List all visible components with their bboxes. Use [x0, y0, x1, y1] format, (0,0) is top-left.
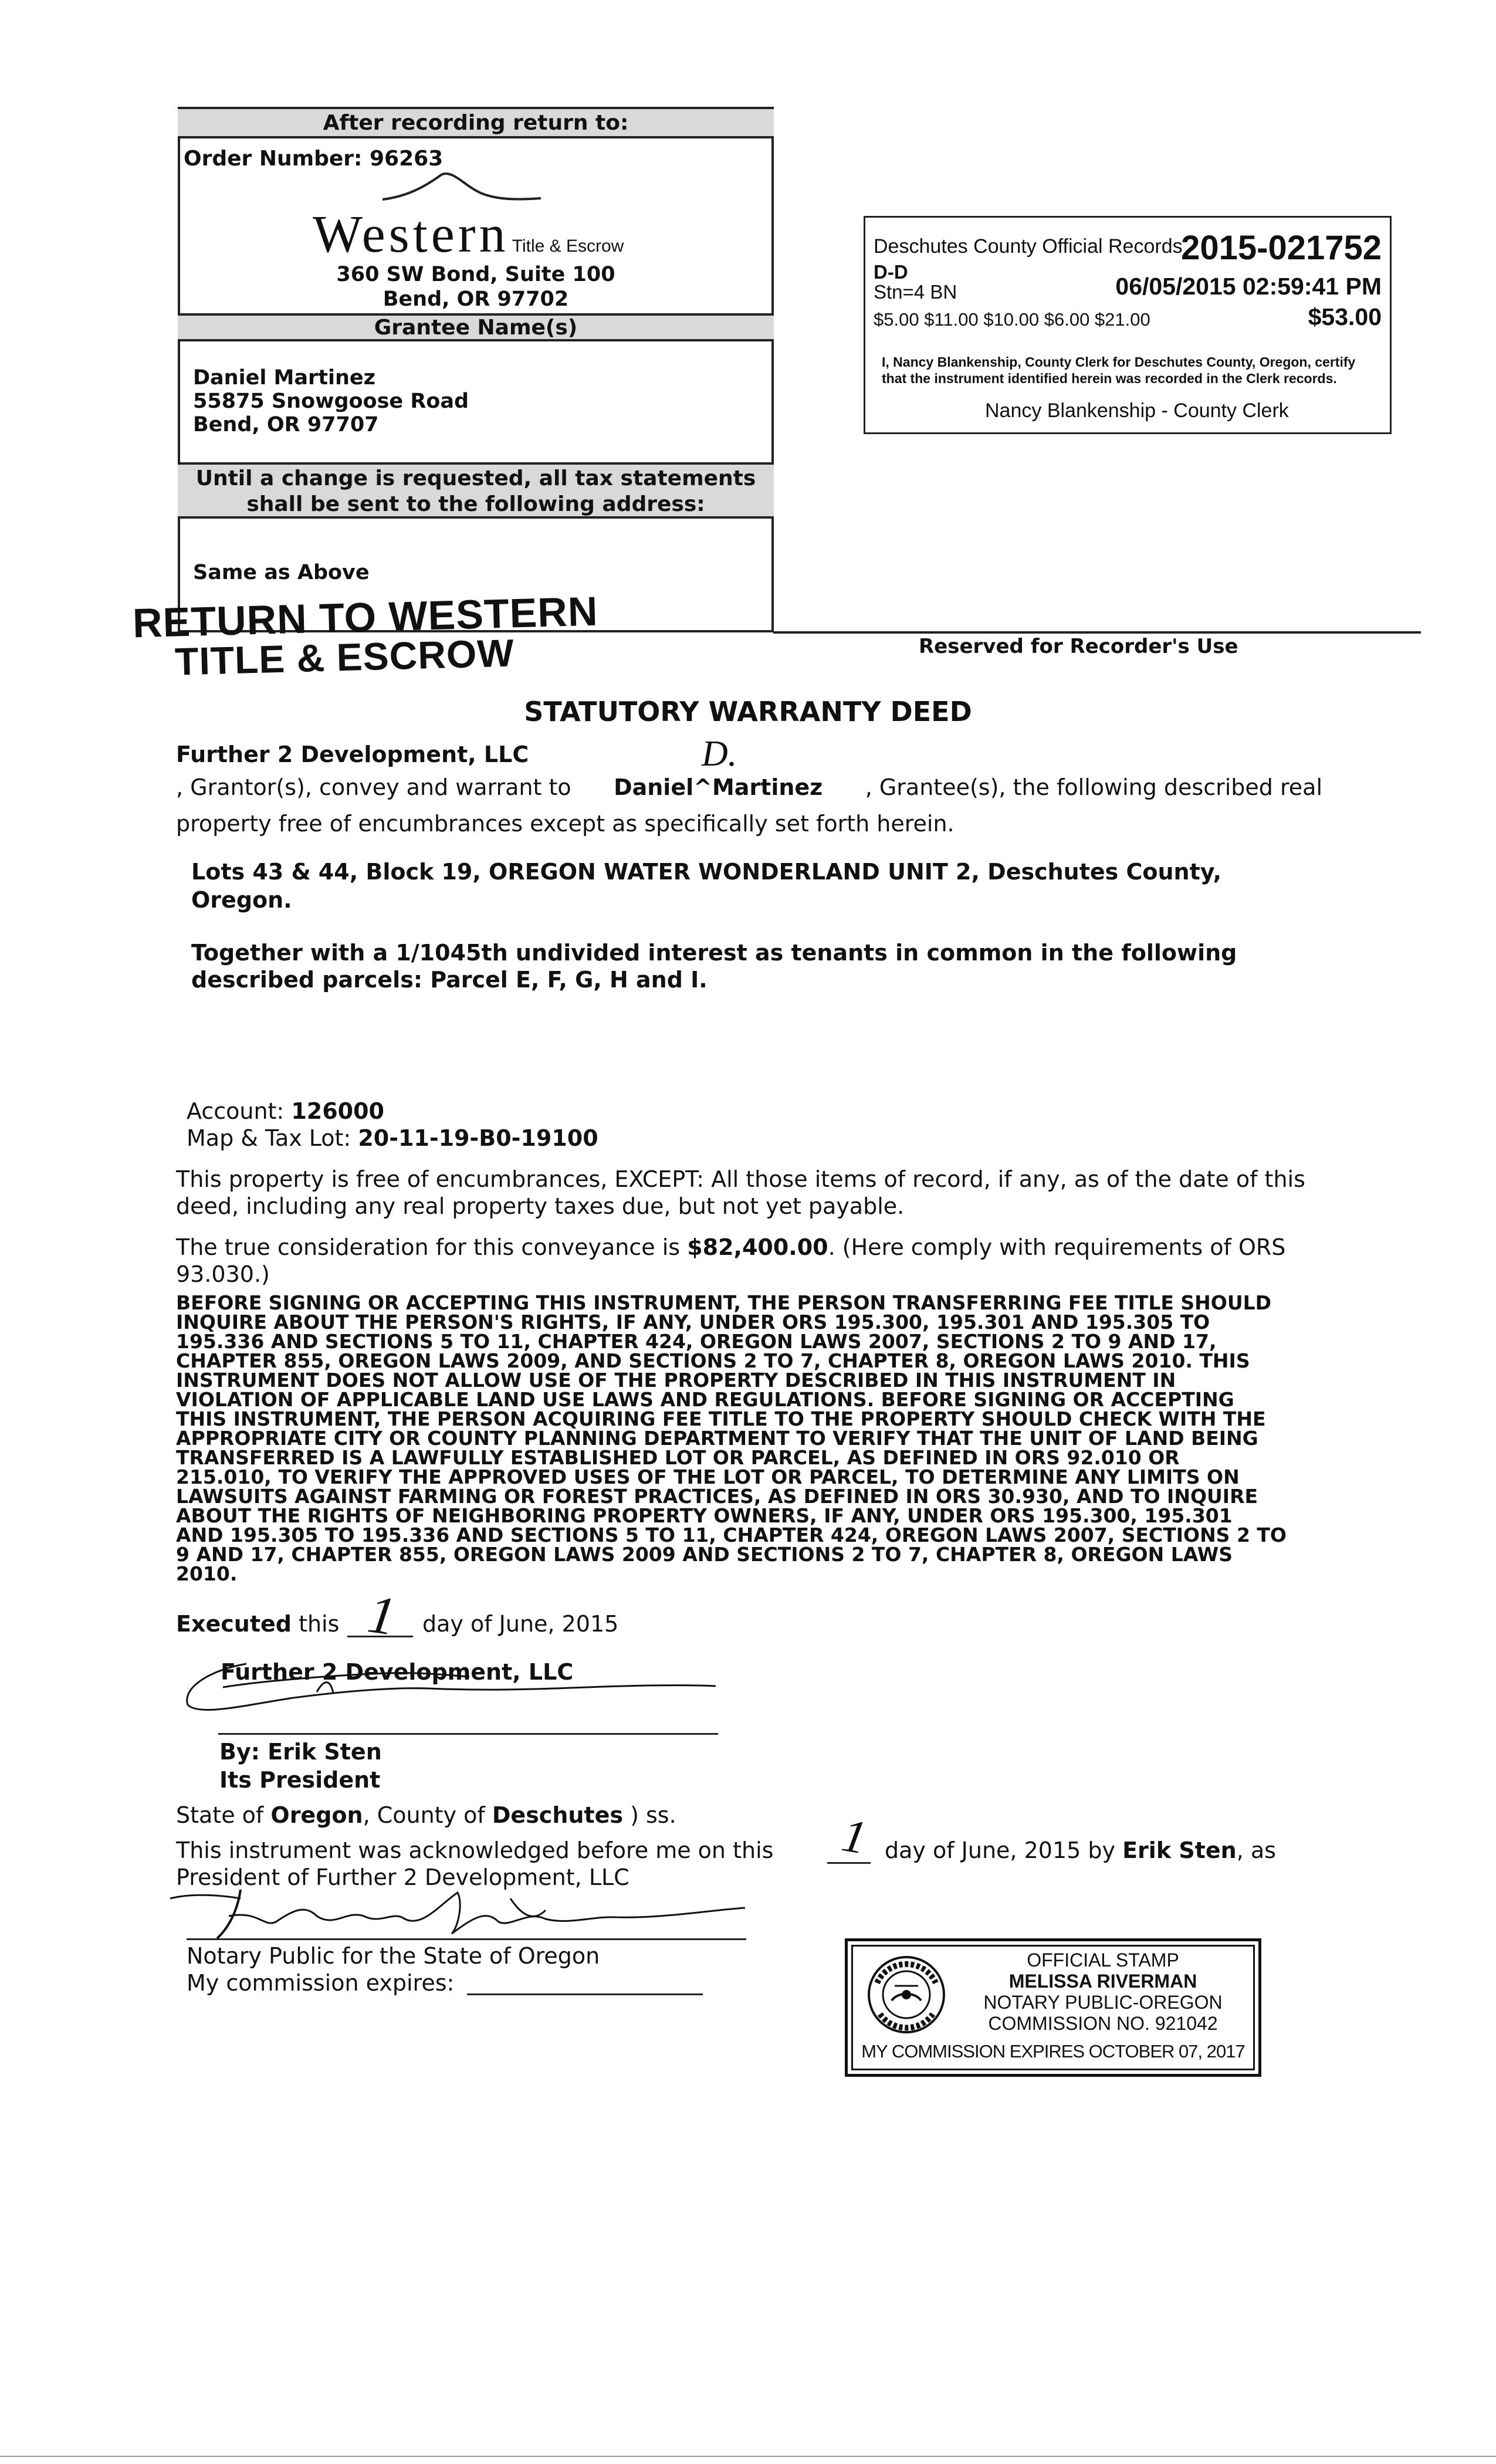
legal-line: 195.336 AND SECTIONS 5 TO 11, CHAPTER 424, OREGON LAWS 2007, SECTIONS 2 TO 9 AND 17, [176, 1330, 1217, 1353]
legal-lots-1: Lots 43 & 44, Block 19, OREGON WATER WONDERLAND UNIT 2, Deschutes County, [191, 859, 1222, 885]
stamp-expires: MY COMMISSION EXPIRES OCTOBER 07, 2017 [861, 2041, 1245, 2062]
consideration-prefix: The true consideration for this conveyance is [176, 1234, 681, 1260]
deed-title: STATUTORY WARRANTY DEED [524, 696, 972, 727]
maplot-label: Map & Tax Lot: [187, 1125, 351, 1151]
recorder-datetime: 06/05/2015 02:59:41 PM [1115, 273, 1382, 300]
legal-line: ABOUT THE RIGHTS OF NEIGHBORING PROPERTY OWNERS, IF ANY, UNDER ORS 195.300, 195.301 [176, 1504, 1233, 1527]
ack-day: 1 [838, 1809, 871, 1864]
consideration-line-2: 93.030.) [176, 1261, 270, 1287]
legal-warning-block [176, 1293, 1322, 1583]
state-prefix: State of [176, 1802, 264, 1828]
ack-rest [885, 1836, 1276, 1864]
ss-label: ) ss. [630, 1802, 676, 1828]
company-address-1: 360 SW Bond, Suite 100 [336, 263, 615, 286]
company-name: Western [313, 205, 509, 263]
legal-line: VIOLATION OF APPLICABLE LAND USE LAWS AND REGULATIONS. BEFORE SIGNING OR ACCEPTING [176, 1388, 1234, 1411]
executed-line [176, 1610, 339, 1638]
legal-lots-2: Oregon. [191, 887, 292, 913]
oregon-seal-icon [865, 1951, 947, 2039]
tax-address: Same as Above [193, 561, 370, 584]
ack-prefix: This instrument was acknowledged before me on this [176, 1837, 774, 1863]
stamp-commission: COMMISSION NO. 921042 [988, 2013, 1218, 2034]
together-line-1: Together with a 1/1045th undivided interest as tenants in common in the following [191, 940, 1237, 966]
legal-line: BEFORE SIGNING OR ACCEPTING THIS INSTRUMENT, THE PERSON TRANSFERRING FEE TITLE SHOULD [176, 1291, 1272, 1314]
grantee-name: Daniel Martinez [193, 366, 375, 390]
legal-line: AND 195.305 TO 195.336 AND SECTIONS 5 TO 11, CHAPTER 424, OREGON LAWS 2007, SECTIONS 2 TO [176, 1524, 1287, 1546]
recorder-divider [773, 631, 1421, 634]
legal-line: 2010. [176, 1562, 238, 1585]
legal-line: THIS INSTRUMENT, THE PERSON ACQUIRING FEE TITLE TO THE PROPERTY SHOULD CHECK WITH THE [176, 1407, 1266, 1430]
commission-label: My commission expires: [187, 1970, 455, 1996]
notary-signature-line [187, 1938, 746, 1940]
signer-company: Further 2 Development, LLC [221, 1659, 574, 1685]
notary-signature [158, 1869, 757, 1945]
tax-header-line-2: shall be sent to the following address: [246, 492, 705, 516]
account-label: Account: [187, 1098, 285, 1124]
county-prefix: , County of [363, 1802, 485, 1828]
legal-line: CHAPTER 855, OREGON LAWS 2009, AND SECTIONS 2 TO 7, CHAPTER 8, OREGON LAWS 2010. THIS [176, 1349, 1250, 1372]
recorder-type: D-D [874, 261, 908, 283]
grantee-address-1: 55875 Snowgoose Road [193, 390, 469, 413]
commission-expires-line [187, 1969, 454, 1997]
legal-line: INQUIRE ABOUT THE PERSON'S RIGHTS, IF ANY, UNDER ORS 195.300, 195.301 AND 195.305 TO [176, 1311, 1210, 1333]
encumbrance-line-2: deed, including any real property taxes due, but not yet payable. [176, 1193, 905, 1219]
executed-label: Executed [176, 1611, 292, 1637]
state-name: Oregon [270, 1802, 363, 1828]
tax-header-line-1: Until a change is requested, all tax statements [195, 466, 756, 490]
signature-line [218, 1733, 718, 1735]
legal-line: INSTRUMENT DOES NOT ALLOW USE OF THE PROPERTY DESCRIBED IN THIS INSTRUMENT IN [176, 1369, 1176, 1392]
legal-line: 9 AND 17, CHAPTER 855, OREGON LAWS 2009 AND SECTIONS 2 TO 7, CHAPTER 8, OREGON LAWS [176, 1543, 1233, 1566]
return-stamp-line-2: TITLE & ESCROW [174, 631, 515, 683]
consideration-line-1 [176, 1233, 1285, 1261]
county-name: Deschutes [492, 1802, 623, 1828]
signer-by: By: Erik Sten [219, 1739, 382, 1765]
maplot-line [187, 1124, 598, 1152]
commission-blank [467, 1993, 703, 1995]
state-county-line [176, 1801, 676, 1829]
recorder-doc-number: 2015-021752 [1181, 229, 1382, 267]
company-suffix: Title & Escrow [512, 236, 624, 256]
order-number: 96263 [369, 147, 444, 171]
signer-title: Its President [219, 1767, 381, 1793]
stamp-role: NOTARY PUBLIC-OREGON [983, 1992, 1223, 2013]
ack-name: Erik Sten [1122, 1837, 1237, 1863]
grantee-address-2: Bend, OR 97707 [193, 413, 379, 436]
return-stamp-line-1: RETURN TO WESTERN [132, 588, 599, 647]
handwritten-initial: D. [702, 734, 737, 774]
executed-day: 1 [364, 1583, 400, 1647]
recorder-certification: I, Nancy Blankenship, County Clerk for Deschutes County, Oregon, certify that the instrument identified herein was recorded in the Clerk records. [882, 354, 1356, 386]
encumbrance-line-1: This property is free of encumbrances, EXCEPT: All those items of record, if any, as of the date of this [176, 1166, 1305, 1192]
order-number-line [184, 147, 443, 171]
grantor-name: Further 2 Development, LLC [176, 742, 529, 767]
grantee-header: Grantee Name(s) [178, 313, 774, 341]
convey-prefix: , Grantor(s), convey and warrant to [176, 774, 571, 800]
notary-public-line: Notary Public for the State of Oregon [187, 1943, 600, 1969]
convey-line-2: property free of encumbrances except as specifically set forth herein. [176, 811, 955, 837]
scan-edge-line [0, 2456, 1496, 2457]
return-address-box [178, 107, 774, 632]
recorder-office: Deschutes County Official Records [874, 235, 1183, 258]
recorder-box [864, 216, 1392, 434]
legal-line: 215.010, TO VERIFY THE APPROVED USES OF THE LOT OR PARCEL, TO DETERMINE ANY LIMITS ON [176, 1465, 1240, 1488]
grantee-inline: Daniel^Martinez [614, 774, 823, 800]
company-address-2: Bend, OR 97702 [383, 287, 569, 311]
acknowledgment-line-2: President of Further 2 Development, LLC [176, 1864, 629, 1890]
recorder-total: $53.00 [1308, 303, 1382, 330]
maplot-value: 20-11-19-B0-19100 [358, 1125, 598, 1151]
recorder-clerk: Nancy Blankenship - County Clerk [985, 400, 1289, 422]
western-mountain-logo [383, 170, 541, 205]
consideration-suffix: . (Here comply with requirements of ORS [828, 1234, 1286, 1260]
legal-line: APPROPRIATE CITY OR COUNTY PLANNING DEPARTMENT TO VERIFY THAT THE UNIT OF LAND BEING [176, 1427, 1258, 1450]
legal-line: TRANSFERRED IS A LAWFULLY ESTABLISHED LOT OR PARCEL, AS DEFINED IN ORS 92.010 OR [176, 1446, 1180, 1469]
convey-line-1 [176, 773, 1322, 801]
account-value: 126000 [291, 1098, 384, 1124]
notary-stamp [845, 1938, 1261, 2077]
legal-line: LAWSUITS AGAINST FARMING OR FOREST PRACTICES, AS DEFINED IN ORS 30.930, AND TO INQUIRE [176, 1485, 1258, 1508]
tax-statement-header [178, 462, 774, 519]
order-number-label: Order Number: [184, 147, 363, 171]
convey-suffix: , Grantee(s), the following described real [865, 774, 1322, 800]
executed-this: this [299, 1611, 340, 1637]
together-line-2: described parcels: Parcel E, F, G, H and I. [191, 967, 708, 993]
executed-suffix: day of June, 2015 [422, 1611, 619, 1637]
consideration-amount: $82,400.00 [687, 1234, 828, 1260]
recorder-fees: $5.00 $11.00 $10.00 $6.00 $21.00 [874, 309, 1150, 330]
stamp-title: OFFICIAL STAMP [1027, 1949, 1179, 1971]
ack-as: , as [1236, 1837, 1276, 1863]
account-line [187, 1097, 384, 1125]
ack-middle: day of June, 2015 by [885, 1837, 1115, 1863]
stamp-name: MELISSA RIVERMAN [1008, 1971, 1197, 1992]
company-logo [313, 204, 624, 265]
return-header: After recording return to: [178, 107, 774, 138]
recorder-station: Stn=4 BN [874, 281, 957, 303]
reserved-for-recorder: Reserved for Recorder's Use [919, 635, 1238, 658]
grantor-signature [176, 1646, 733, 1722]
